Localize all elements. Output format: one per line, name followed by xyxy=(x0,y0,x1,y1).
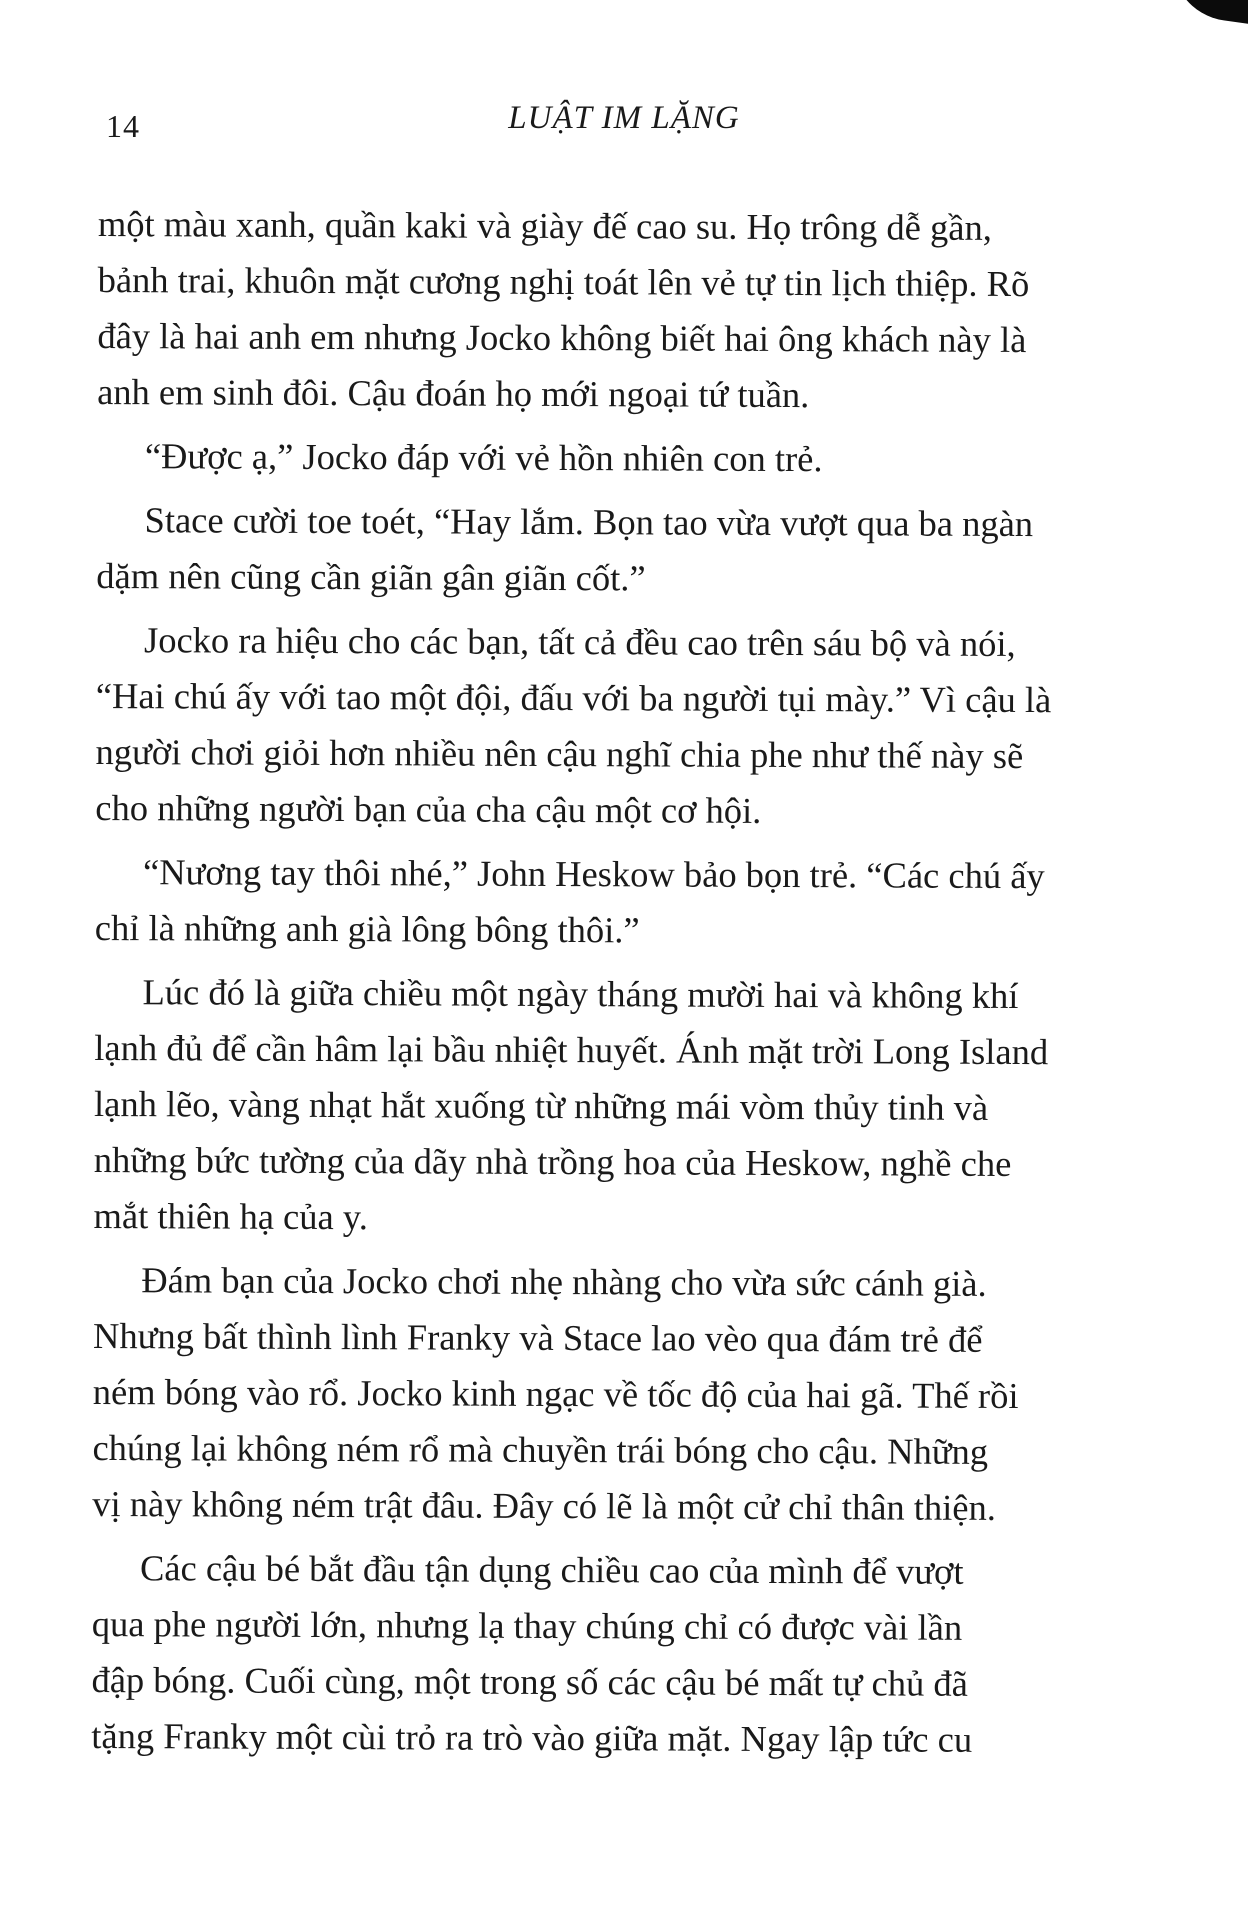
text-line: vị này không ném trật đâu. Đây có lẽ là một cử chỉ thân thiện. xyxy=(92,1482,997,1528)
text-line: đây là hai anh em nhưng Jocko không biết hai ông khách này là xyxy=(97,314,1027,361)
paragraph xyxy=(97,428,1129,489)
paragraph xyxy=(96,492,1128,609)
text-line: Các cậu bé bắt đầu tận dụng chiều cao của mình để vượt xyxy=(139,1547,964,1592)
paragraph xyxy=(92,1252,1125,1537)
text-line: chúng lại không ném rổ mà chuyền trái bóng cho cậu. Những xyxy=(92,1426,989,1472)
paragraph xyxy=(97,196,1130,425)
text-line: dặm nên cũng cần giãn gân giãn cốt.” xyxy=(96,554,646,599)
paragraph xyxy=(91,1540,1124,1769)
page-corner-shadow xyxy=(1164,0,1248,27)
text-line: người chơi giỏi hơn nhiều nên cậu nghĩ chia phe như thế này sẽ xyxy=(95,730,1024,777)
text-line: lạnh lẽo, vàng nhạt hắt xuống từ những mái vòm thủy tinh và xyxy=(93,1082,989,1128)
text-line: lạnh đủ để cần hâm lại bầu nhiệt huyết. Ánh mặt trời Long Island xyxy=(94,1026,1049,1073)
text-line: qua phe người lớn, nhưng lạ thay chúng chỉ có được vài lần xyxy=(91,1602,963,1648)
text-line: chỉ là những anh già lông bông thôi.” xyxy=(94,906,640,951)
text-line: “Hai chú ấy với tao một đội, đấu với ba người tụi mày.” Vì cậu là xyxy=(95,674,1052,721)
text-line: “Được ạ,” Jocko đáp với vẻ hồn nhiên con trẻ. xyxy=(144,435,823,480)
page-number: 14 xyxy=(106,108,140,144)
text-line: Lúc đó là giữa chiều một ngày tháng mười hai và không khí xyxy=(142,971,1019,1017)
text-line: mắt thiên hạ của y. xyxy=(93,1194,368,1238)
text-line: ném bóng vào rổ. Jocko kinh ngạc về tốc độ của hai gã. Thế rồi xyxy=(92,1370,1019,1417)
text-line: cho những người bạn của cha cậu một cơ hội. xyxy=(95,786,762,831)
running-title: LUẬT IM LẶNG xyxy=(508,100,740,136)
paragraph xyxy=(95,844,1127,961)
text-line: Đám bạn của Jocko chơi nhẹ nhàng cho vừa sức cánh già. xyxy=(141,1259,987,1304)
paragraph xyxy=(93,964,1126,1249)
text-line: một màu xanh, quần kaki và giày đế cao su. Họ trông dễ gần, xyxy=(97,202,992,248)
text-line: đập bóng. Cuối cùng, một trong số các cậu bé mất tự chủ đã xyxy=(91,1658,968,1704)
text-line: tặng Franky một cùi trỏ ra trò vào giữa mặt. Ngay lập tức cu xyxy=(91,1714,973,1760)
text-line: anh em sinh đôi. Cậu đoán họ mới ngoại tứ tuần. xyxy=(97,370,810,416)
paragraph xyxy=(95,612,1128,841)
text-line: Stace cười toe toét, “Hay lắm. Bọn tao vừa vượt qua ba ngàn xyxy=(144,499,1034,545)
text-line: Nhưng bất thình lình Franky và Stace lao vèo qua đám trẻ để xyxy=(92,1314,983,1360)
text-line: bảnh trai, khuôn mặt cương nghị toát lên vẻ tự tin lịch thiệp. Rõ xyxy=(97,258,1030,305)
body-text xyxy=(91,196,1130,1776)
text-line: Jocko ra hiệu cho các bạn, tất cả đều cao trên sáu bộ và nói, xyxy=(143,619,1016,665)
text-line: “Nương tay thôi nhé,” John Heskow bảo bọn trẻ. “Các chú ấy xyxy=(142,851,1045,897)
text-line: những bức tường của dãy nhà trồng hoa của Heskow, nghề che xyxy=(93,1138,1012,1184)
